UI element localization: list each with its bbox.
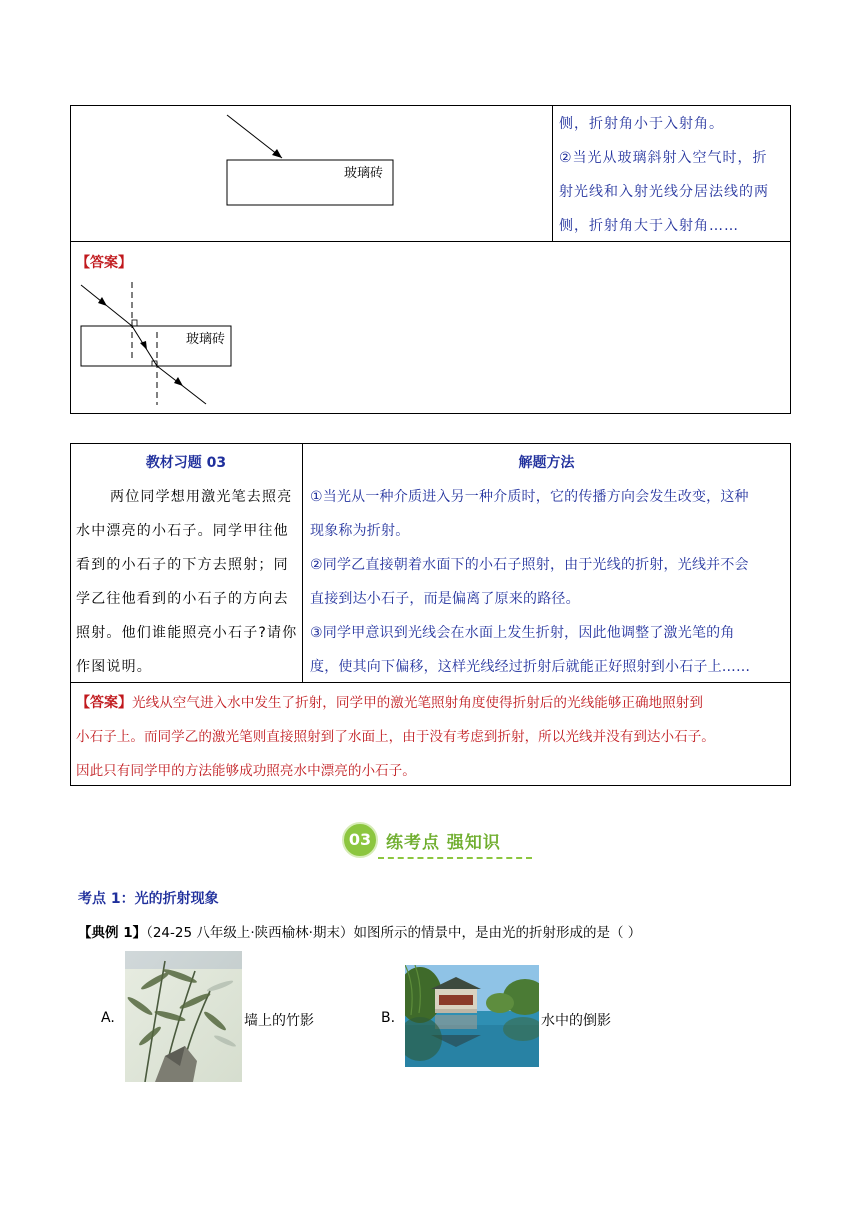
method-line: 侧，折射角小于入射角。 — [559, 116, 724, 132]
method-line: 侧，折射角大于入射角…… — [559, 218, 739, 234]
answer-line-text: 光线从空气进入水中发生了折射，同学甲的激光笔照射角度使得折射后的光线能够正确地照射到 — [132, 695, 703, 711]
question-line: 看到的小石子的下方去照射；同 — [76, 557, 289, 573]
section-badge — [342, 822, 378, 858]
example-text: （24-25 八年级上·陕西榆林·期末）如图所示的情景中，是由光的折射形成的是（ ） — [146, 925, 642, 941]
question-line: 学乙往他看到的小石子的方向去 — [76, 591, 289, 607]
method-text-1 — [559, 107, 787, 243]
example-question — [78, 921, 641, 941]
option-a-letter: A. — [101, 1010, 115, 1026]
example-prefix: 【典例 1】 — [78, 925, 147, 941]
method-line: 直接到达小石子，而是偏离了原来的路径。 — [310, 591, 580, 607]
option-b-caption: 水中的倒影 — [541, 1013, 611, 1029]
method-title: 解题方法 — [518, 455, 575, 471]
question-text — [76, 480, 298, 684]
lake-reflection-photo — [405, 965, 539, 1067]
method-text-2 — [310, 480, 788, 684]
answer-glass-block-label: 玻璃砖 — [186, 332, 226, 347]
method-line: 度，使其向下偏移，这样光线经过折射后就能正好照射到小石子上…… — [310, 659, 751, 675]
method-line: 现象称为折射。 — [310, 523, 410, 539]
textbook-exercise-title: 教材习题 03 — [145, 455, 227, 471]
table-2-divider — [302, 443, 303, 683]
answer-line: 因此只有同学甲的方法能够成功照亮水中漂亮的小石子。 — [76, 763, 416, 779]
section-title: 练考点 强知识 — [386, 833, 501, 853]
question-line: 两位同学想用激光笔去照亮 — [110, 489, 293, 505]
question-line: 作图说明。 — [76, 659, 152, 675]
kaodian-title: 考点 1：光的折射现象 — [78, 891, 219, 907]
answer-label-1: 【答案】 — [76, 255, 132, 271]
glass-block-label: 玻璃砖 — [344, 166, 384, 181]
glass-block-question-diagram — [210, 110, 410, 210]
method-line: ②同学乙直接朝着水面下的小石子照射，由于光线的折射，光线并不会 — [310, 557, 749, 573]
method-line: ②当光从玻璃斜射入空气时，折 — [559, 150, 768, 166]
answer-text-2 — [76, 686, 788, 788]
method-line: 射光线和入射光线分居法线的两 — [559, 184, 769, 200]
answer-line: 小石子上。而同学乙的激光笔则直接照射到了水面上，由于没有考虑到折射，所以光线并没有到达小石子。 — [76, 729, 715, 745]
question-line: 照射。他们谁能照亮小石子?请你 — [76, 625, 298, 641]
bamboo-shadow-photo — [125, 951, 242, 1082]
method-line: ①当光从一种介质进入另一种介质时，它的传播方向会发生改变，这种 — [310, 489, 749, 505]
question-line: 水中漂亮的小石子。同学甲往他 — [76, 523, 289, 539]
method-line: ③同学甲意识到光线会在水面上发生折射，因此他调整了激光笔的角 — [310, 625, 735, 641]
table-1-divider — [552, 105, 553, 242]
option-a-caption: 墙上的竹影 — [244, 1013, 314, 1029]
answer-line — [76, 686, 788, 720]
option-b-letter: B. — [381, 1010, 396, 1026]
section-number: 03 — [348, 830, 372, 849]
answer-label-2: 【答案】 — [76, 695, 132, 711]
section-underline — [378, 857, 532, 859]
